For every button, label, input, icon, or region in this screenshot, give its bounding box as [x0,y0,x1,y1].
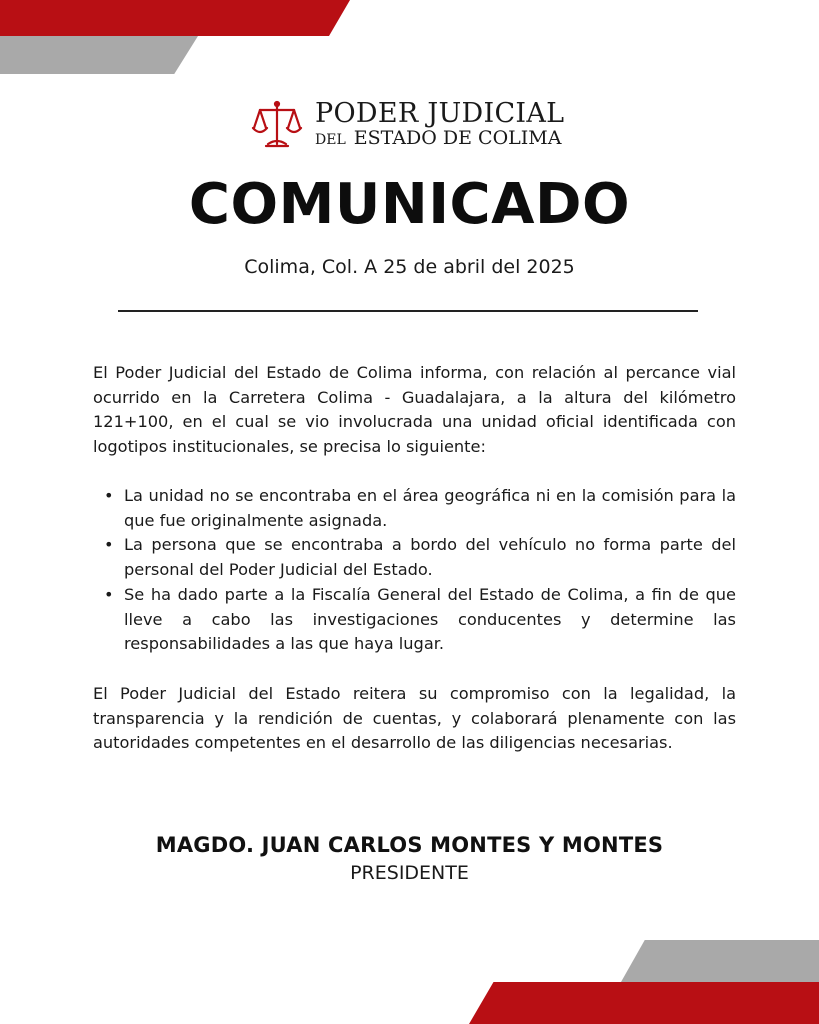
intro-paragraph: El Poder Judicial del Estado de Colima informa, con relación al percance vial ocurrido en la Carretera Colima - Guadalajara, a la altura del kilómetro 121+100, en el cual se vio involucrada una unidad oficial identificada con logotipos institucionales, se precisa lo siguiente: [93,363,736,457]
institution-logo [250,100,580,150]
points-list [104,484,736,657]
org-name-prefix: DEL [315,132,346,148]
signatory-name: MAGDO. JUAN CARLOS MONTES Y MONTES [155,833,664,857]
list-item: • La persona que se encontraba a bordo del vehículo no forma parte del personal del Poder Judicial del Estado. [104,533,736,582]
decorative-band-gray-top [0,36,198,74]
decorative-band-red-top [0,0,350,36]
list-item: • Se ha dado parte a la Fiscalía General del Estado de Colima, a fin de que lleve a cabo las investigaciones conducentes y determine las responsabilidades a las que haya lugar. [104,583,736,657]
decorative-band-gray-bottom [621,940,819,982]
document-date: Colima, Col. A 25 de abril del 2025 [244,256,575,278]
org-name-line1: PODER JUDICIAL [315,98,565,129]
document-title: COMUNICADO [188,172,631,237]
divider [118,310,698,312]
signatory-role: PRESIDENTE [350,862,469,884]
closing-paragraph: El Poder Judicial del Estado reitera su compromiso con la legalidad, la transparencia y la rendición de cuentas, y colaborará plenamente con las autoridades competentes en el desarrollo de las diligencias necesarias. [93,684,736,753]
list-item: • La unidad no se encontraba en el área geográfica ni en la comisión para la que fue originalmente asignada. [104,484,736,533]
org-name-line2 [315,128,564,150]
decorative-band-red-bottom [469,982,819,1024]
org-name-state: ESTADO DE COLIMA [353,127,562,149]
scales-of-justice-icon [250,100,304,150]
